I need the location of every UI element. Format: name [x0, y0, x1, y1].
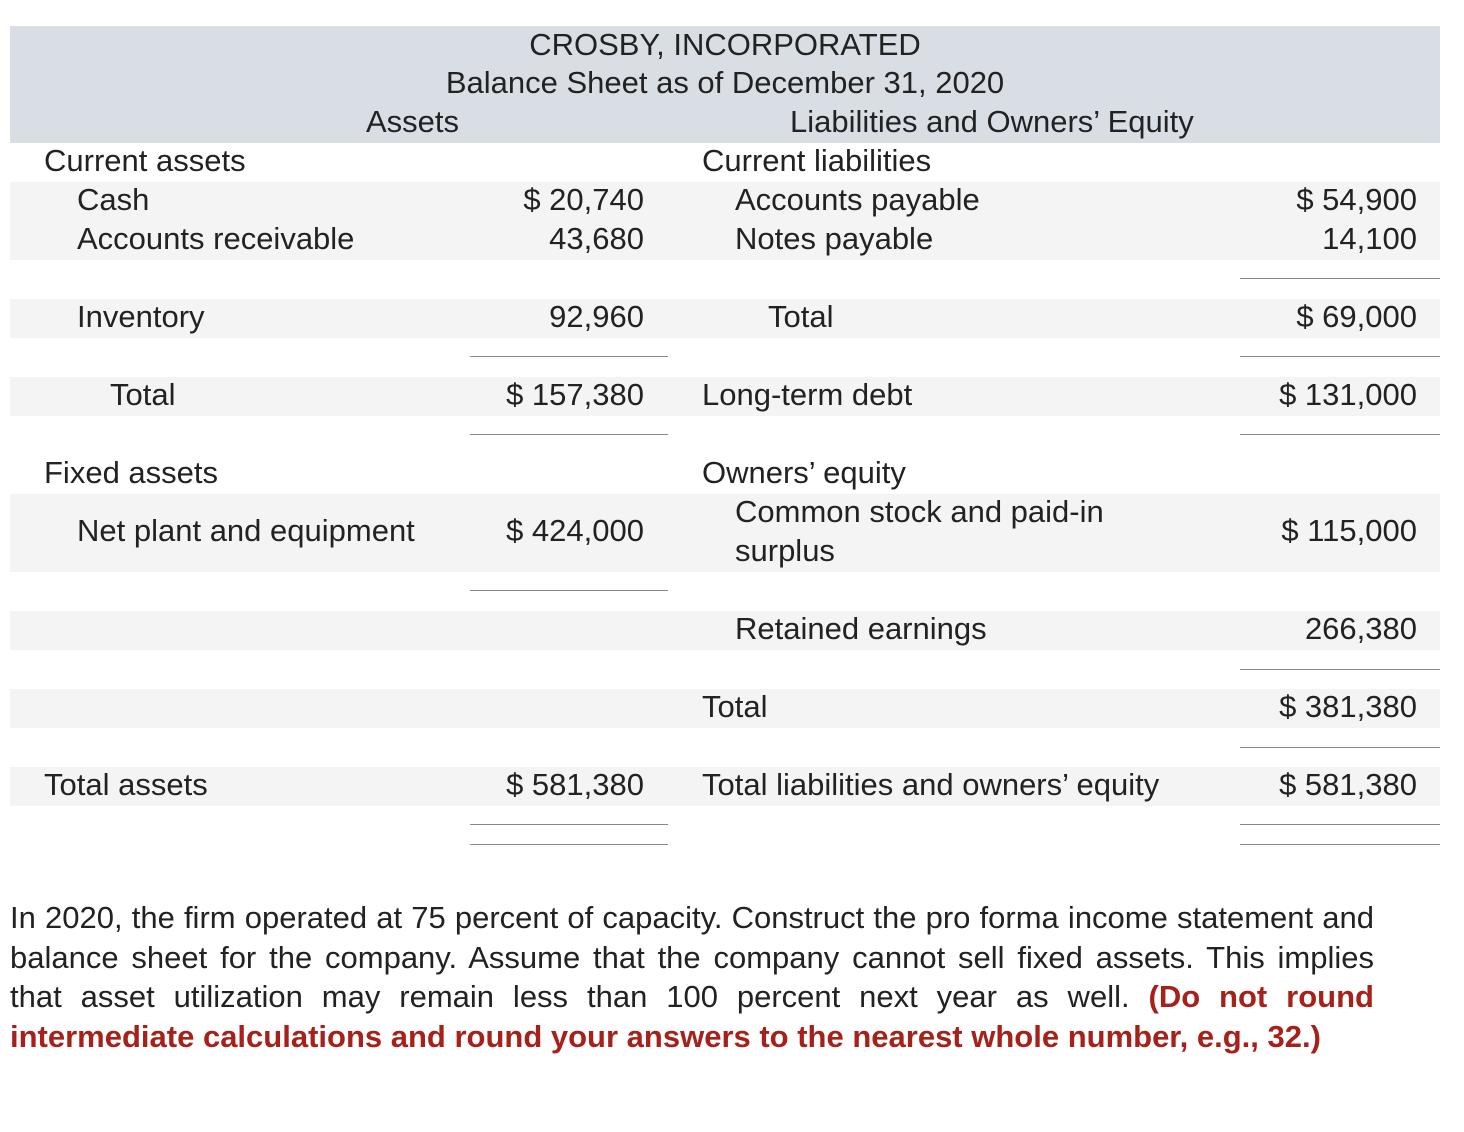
- current-assets-total-value: $ 157,380: [506, 377, 644, 412]
- double-rule: [1240, 824, 1440, 825]
- row-band: [10, 299, 1440, 338]
- common-stock-label-line2: surplus: [735, 533, 835, 568]
- equity-total-label: Total: [702, 689, 768, 724]
- fixed-assets-label: Fixed assets: [44, 455, 219, 490]
- rule: [470, 590, 668, 591]
- notes-label: Notes payable: [735, 221, 934, 256]
- common-stock-label-line1: Common stock and paid-in: [735, 494, 1104, 529]
- receivable-value: 43,680: [549, 221, 644, 256]
- row-band: [10, 611, 1440, 650]
- total-assets-value: $ 581,380: [506, 767, 644, 802]
- retained-earnings-label: Retained earnings: [735, 611, 987, 646]
- question-text: [10, 898, 1374, 1056]
- receivable-label: Accounts receivable: [77, 221, 355, 256]
- grand-total-label: Total liabilities and owners’ equity: [702, 767, 1160, 802]
- inventory-value: 92,960: [549, 299, 644, 334]
- rule: [470, 434, 668, 435]
- current-liabilities-total-label: Total: [768, 299, 834, 334]
- retained-earnings-value: 266,380: [1304, 611, 1417, 646]
- total-assets-label: Total assets: [44, 767, 208, 802]
- net-plant-label: Net plant and equipment: [77, 513, 415, 548]
- sheet-subtitle: Balance Sheet as of December 31, 2020: [445, 65, 1005, 100]
- cash-value: $ 20,740: [523, 182, 644, 217]
- double-rule: [1240, 844, 1440, 845]
- payable-label: Accounts payable: [735, 182, 980, 217]
- current-assets-total-label: Total: [110, 377, 176, 412]
- inventory-label: Inventory: [77, 299, 205, 334]
- equity-total-value: $ 381,380: [1279, 689, 1417, 724]
- current-liabilities-total-value: $ 69,000: [1296, 299, 1417, 334]
- question-instruction: (Do not round intermediate calculations and round your answers to the nearest whole number, e.g., 32.): [10, 979, 1374, 1054]
- rule: [1240, 669, 1440, 670]
- notes-value: 14,100: [1322, 221, 1417, 256]
- question-body: In 2020, the firm operated at 75 percent of capacity. Construct the pro forma income statement and balance sheet for the company. Assume that the company cannot sell fixed assets. This implies that asset utilization may remain less than 100 percent next year as well.: [10, 900, 1374, 1014]
- rule: [1240, 278, 1440, 279]
- liabilities-heading: Liabilities and Owners’ Equity: [790, 104, 1194, 139]
- rule: [1240, 747, 1440, 748]
- grand-total-value: $ 581,380: [1279, 767, 1417, 802]
- company-title: CROSBY, INCORPORATED: [529, 27, 921, 62]
- payable-value: $ 54,900: [1296, 182, 1417, 217]
- common-stock-value: $ 115,000: [1281, 513, 1417, 548]
- net-plant-value: $ 424,000: [506, 513, 644, 548]
- owners-equity-label: Owners’ equity: [702, 455, 906, 490]
- rule: [1240, 434, 1440, 435]
- cash-label: Cash: [77, 182, 150, 217]
- double-rule: [470, 844, 668, 845]
- rule: [470, 356, 668, 357]
- current-assets-label: Current assets: [44, 143, 246, 178]
- long-term-debt-label: Long-term debt: [702, 377, 913, 412]
- double-rule: [470, 824, 668, 825]
- rule: [1240, 356, 1440, 357]
- assets-heading: Assets: [366, 104, 460, 139]
- long-term-debt-value: $ 131,000: [1279, 377, 1417, 412]
- current-liabilities-label: Current liabilities: [702, 143, 932, 178]
